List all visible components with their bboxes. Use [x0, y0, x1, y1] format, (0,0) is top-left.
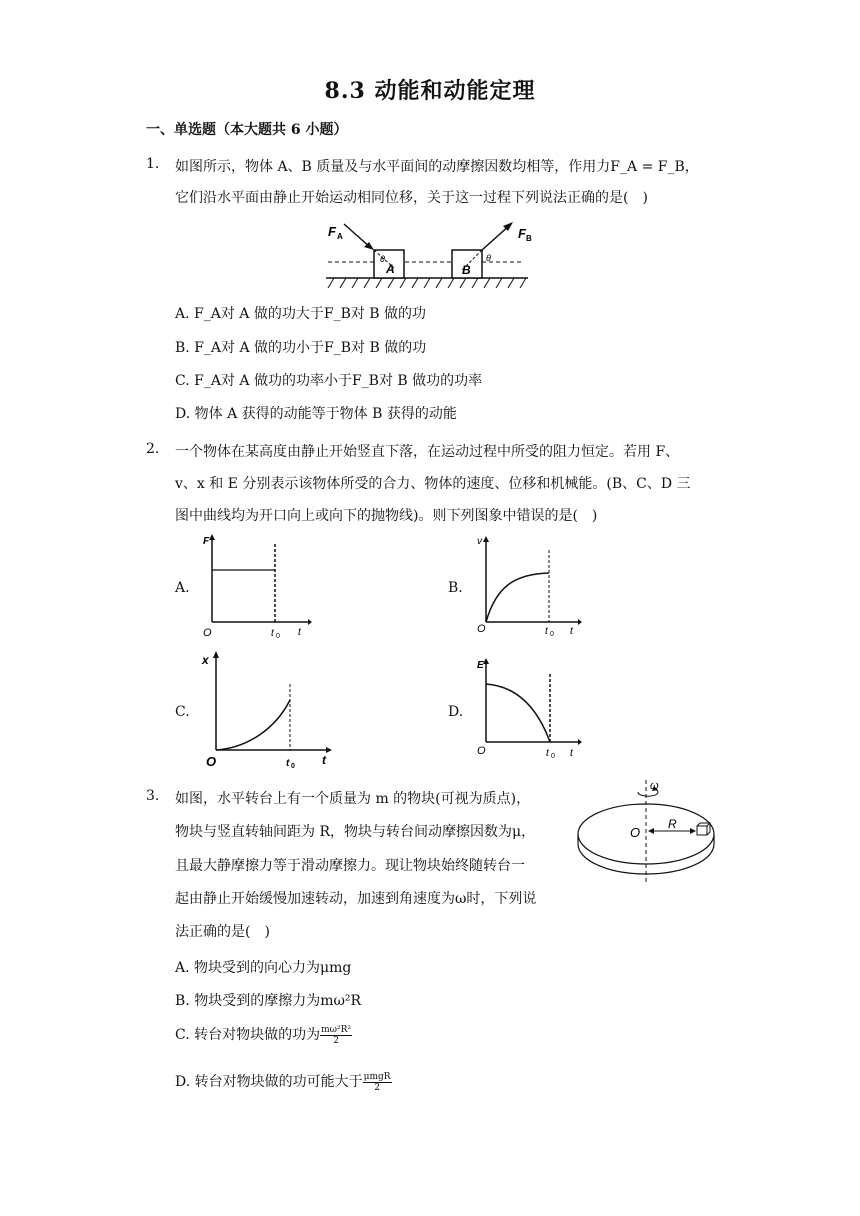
fraction [320, 1025, 352, 1046]
graph-c-label: C. [175, 704, 190, 720]
question-3-line-1: 如图，水平转台上有一个质量为 m 的物块(可视为质点)， [175, 791, 531, 807]
graph-b-x-label: t [570, 626, 573, 637]
graph-d-t0: t [546, 748, 549, 759]
graph-b-t0: t [545, 626, 548, 637]
graph-a-t0: t [271, 628, 274, 639]
question-1-option-c [175, 370, 482, 390]
figure-1-force-b: F [518, 226, 526, 241]
fraction-numerator: μmgR [363, 1071, 391, 1082]
option-label: D. [175, 406, 191, 422]
figure-1-label-a: A [386, 262, 395, 276]
option-label: B. [175, 340, 190, 356]
graph-d-origin: O [477, 745, 486, 757]
question-3-option-a [175, 957, 351, 977]
option-label: B. [175, 993, 190, 1009]
graph-a-label: A. [175, 580, 190, 596]
option-text: 转台对物块做的功为 [194, 1027, 321, 1043]
figure-1-theta-a: θ [380, 254, 385, 264]
graph-c [200, 648, 336, 772]
option-text: 物块受到的摩擦力为mω²R [194, 993, 362, 1009]
option-text: 物块受到的向心力为μmg [194, 960, 352, 976]
graph-a-x-label: t [298, 627, 301, 638]
question-2-line-1: 一个物体在某高度由静止开始竖直下落，在运动过程中所受的阻力恒定。若用 F、 [175, 444, 680, 460]
option-label: A. [175, 960, 190, 976]
section-heading: 一、单选题（本大题共 6 小题） [146, 122, 348, 138]
graph-c-origin: O [206, 754, 217, 769]
figure-1-label-b: B [462, 263, 471, 277]
turntable-figure [574, 776, 720, 888]
option-label: C. [175, 373, 190, 389]
figure-1-force-b-sub: B [526, 234, 532, 243]
graph-d-t0-sub: 0 [551, 753, 555, 760]
graph-c-y-label: x [202, 653, 209, 667]
option-label: D. [175, 1074, 191, 1090]
omega-label: ω [650, 780, 659, 792]
graph-c-x-label: t [322, 753, 326, 767]
graph-a-t0-sub: 0 [276, 633, 280, 640]
graph-c-t0: t [286, 758, 290, 769]
graph-b [474, 532, 586, 644]
option-text: F_A对 A 做的功小于F_B对 B 做的功 [194, 340, 427, 356]
page-title: 8.3 动能和动能定理 [324, 78, 536, 104]
option-label: C. [175, 1027, 190, 1043]
graph-a-y-label: F [203, 536, 210, 547]
question-3-option-d [175, 1071, 392, 1093]
question-2-line-2: v、x 和 E 分别表示该物体所受的合力、物体的速度、位移和机械能。(B、C、D 三 [175, 476, 691, 492]
graph-d-label: D. [448, 704, 464, 720]
question-3-option-c [175, 1024, 352, 1046]
question-1-line-2: 它们沿水平面由静止开始运动相同位移，关于这一过程下列说法正确的是( ) [175, 190, 648, 206]
question-2-line-3: 图中曲线均为开口向上或向下的抛物线)。则下列图象中错误的是( ) [175, 508, 598, 524]
question-1-option-a [175, 303, 426, 323]
question-3-line-2: 物块与竖直转轴间距为 R，物块与转台间动摩擦因数为μ， [175, 824, 536, 840]
question-3-line-5: 法正确的是( ) [175, 924, 270, 940]
graph-b-y-label: v [477, 536, 482, 547]
figure-1-force-a: F [328, 224, 336, 239]
fraction-denominator: 2 [374, 1082, 380, 1093]
question-1-option-d [175, 403, 457, 423]
question-3-line-3: 且最大静摩擦力等于滑动摩擦力。现让物块始终随转台一 [175, 858, 525, 874]
option-label: A. [175, 306, 190, 322]
fraction [363, 1072, 392, 1093]
question-1-figure [322, 218, 532, 290]
question-3-number: 3. [146, 788, 160, 804]
graph-b-label: B. [448, 580, 463, 596]
option-text: 物体 A 获得的动能等于物体 B 获得的动能 [194, 406, 457, 422]
option-text: 转台对物块做的功可能大于 [194, 1074, 363, 1090]
graph-c-t0-sub: 0 [291, 763, 295, 770]
question-1-option-b [175, 337, 426, 357]
graph-a [200, 532, 312, 644]
fraction-denominator: 2 [333, 1035, 339, 1046]
graph-d-x-label: t [570, 748, 573, 759]
question-1-number: 1. [146, 156, 160, 172]
figure-1-force-a-sub: A [337, 232, 343, 241]
question-2-number: 2. [146, 441, 160, 457]
graph-b-origin: O [477, 623, 486, 635]
radius-label: R [668, 817, 677, 831]
question-3-option-b [175, 990, 361, 1010]
graph-d [474, 654, 586, 770]
fraction-numerator: mω²R² [321, 1024, 351, 1035]
graph-d-y-label: E [477, 660, 484, 671]
graph-a-origin: O [203, 627, 212, 639]
question-1-line-1: 如图所示，物体 A、B 质量及与水平面间的动摩擦因数均相等，作用力F_A = F_B， [175, 159, 699, 175]
graph-b-t0-sub: 0 [550, 631, 554, 638]
option-text: F_A对 A 做功的功率小于F_B对 B 做功的功率 [194, 373, 483, 389]
figure-1-theta-b: θ [486, 253, 491, 263]
center-label: O [630, 825, 641, 840]
option-text: F_A对 A 做的功大于F_B对 B 做的功 [194, 306, 427, 322]
question-3-line-4: 起由静止开始缓慢加速转动，加速到角速度为ω时，下列说 [175, 891, 537, 907]
